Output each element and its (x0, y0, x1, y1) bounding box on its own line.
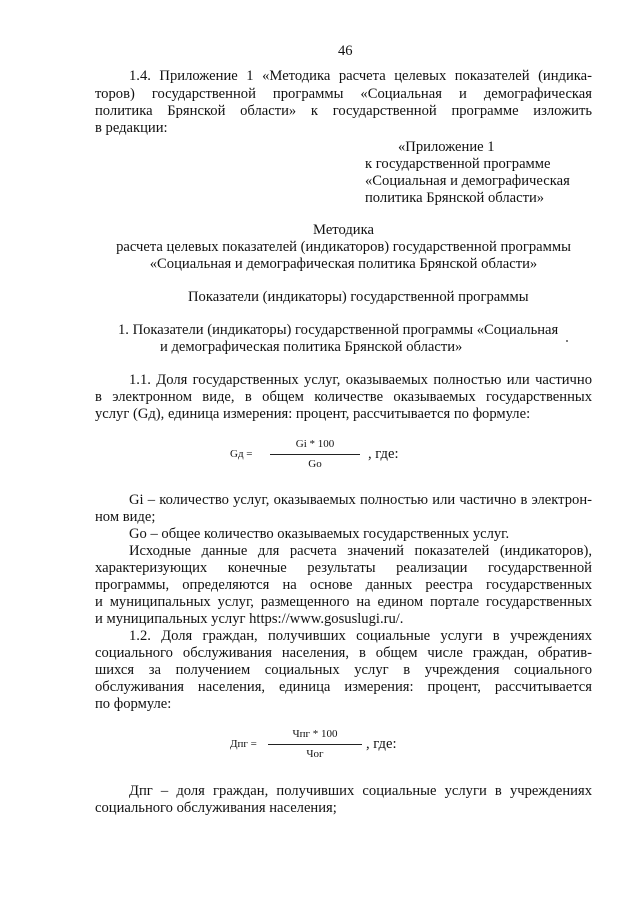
gi-definition-line-1: Gi – количество услуг, оказываемых полностью или частично в электрон- (129, 492, 592, 508)
p12-line-4: обслуживания населения, единица измерения: процент, рассчитывается (95, 679, 592, 695)
intro-line-1: 1.4. Приложение 1 «Методика расчета целевых показателей (индика- (129, 68, 592, 84)
page-number: 46 (338, 43, 353, 59)
source-line-4: и муниципальных услуг, размещенного на едином портале государственных (95, 594, 592, 610)
go-definition: Go – общее количество оказываемых государственных услуг. (129, 526, 510, 542)
section-1-line-2: и демографическая политика Брянской области» (160, 339, 463, 355)
subtitle: Показатели (индикаторы) государственной программы (188, 289, 529, 305)
appendix-line-1: «Приложение 1 (398, 139, 495, 155)
formula-2-suffix: , где: (366, 736, 397, 752)
title-line-1: Методика (313, 222, 374, 238)
intro-line-4: в редакции: (95, 120, 168, 136)
formula-2-fraction-bar (268, 744, 362, 745)
dpg-definition-line-1: Дпг – доля граждан, получивших социальные услуги в учреждениях (129, 783, 592, 799)
appendix-line-4: политика Брянской области» (365, 190, 545, 206)
source-line-3: программы, определяются на основе данных реестра государственных (95, 577, 592, 593)
intro-line-2: торов) государственной программы «Социальная и демографическая (95, 86, 592, 102)
source-line-5: и муниципальных услуг https://www.gosuslugi.ru/. (95, 611, 404, 627)
dpg-definition-line-2: социального обслуживания населения; (95, 800, 337, 816)
p12-line-5: по формуле: (95, 696, 172, 712)
formula-1-lhs: Gд = (230, 448, 253, 460)
formula-2-denominator: Чог (306, 748, 324, 760)
section-1-line-1: 1. Показатели (индикаторы) государственной программы «Социальная (118, 322, 559, 338)
p11-line-2: в электронном виде, в общем количестве оказываемых государственных (95, 389, 592, 405)
p11-line-3: услуг (Gд), единица измерения: процент, рассчитывается по формуле: (95, 406, 531, 422)
appendix-line-3: «Социальная и демографическая (365, 173, 570, 189)
p12-line-2: социального обслуживания населения, в общем числе граждан, обратив- (95, 645, 592, 661)
formula-2-lhs: Дпг = (230, 738, 257, 750)
title-line-2: расчета целевых показателей (индикаторов) государственной программы (116, 239, 571, 255)
source-line-1: Исходные данные для расчета значений показателей (индикаторов), (129, 543, 592, 559)
title-line-3: «Социальная и демографическая политика Брянской области» (149, 256, 538, 272)
scan-speck (566, 340, 568, 342)
p11-line-1: 1.1. Доля государственных услуг, оказываемых полностью или частично (129, 372, 592, 388)
gi-definition-line-2: ном виде; (95, 509, 156, 525)
formula-1-suffix: , где: (368, 446, 399, 462)
source-line-2: характеризующих конечные результаты реализации государственной (95, 560, 592, 576)
p12-line-1: 1.2. Доля граждан, получивших социальные услуги в учреждениях (129, 628, 592, 644)
formula-1-denominator: Go (308, 458, 322, 470)
intro-line-3: политика Брянской области» к государственной программе изложить (95, 103, 592, 119)
p12-line-3: шихся за получением социальных услуг в учреждения социального (95, 662, 592, 678)
formula-1-fraction-bar (270, 454, 360, 455)
appendix-line-2: к государственной программе (365, 156, 551, 172)
formula-2-numerator: Чпг * 100 (292, 728, 338, 740)
formula-1-numerator: Gi * 100 (295, 438, 335, 450)
